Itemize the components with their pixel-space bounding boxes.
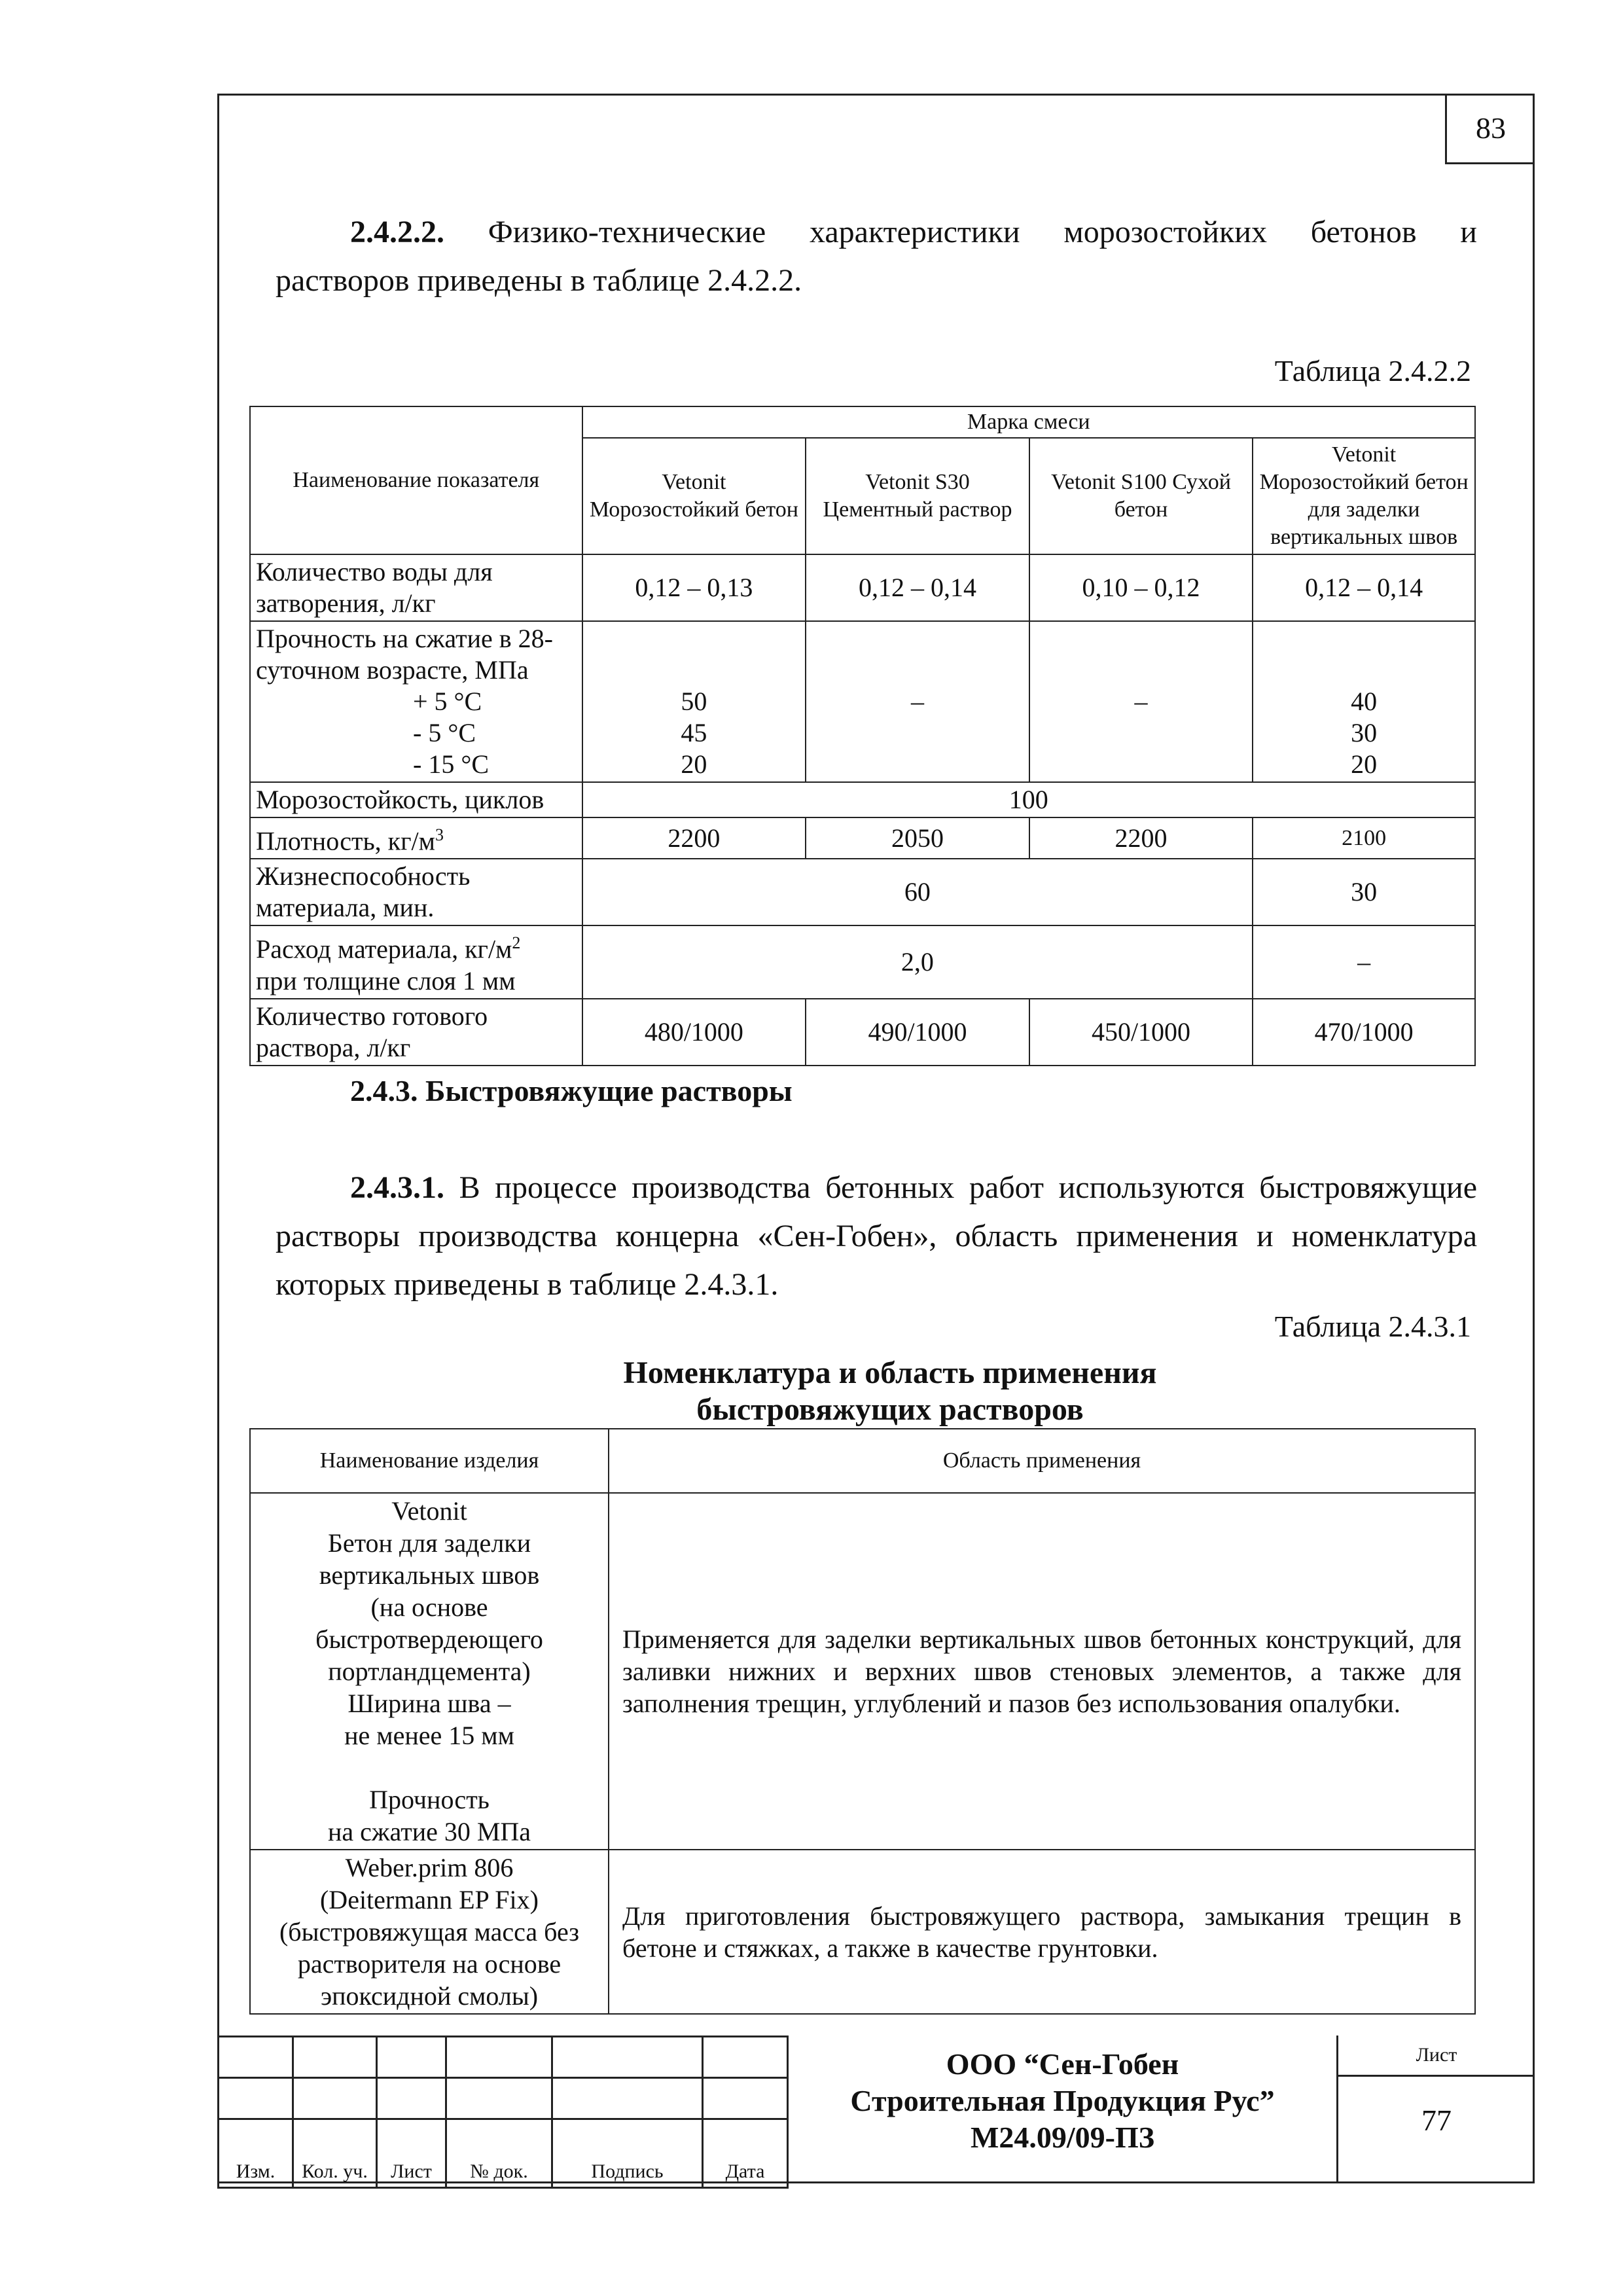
product-line: Ширина шва –: [348, 1689, 511, 1718]
sheet-box: [1336, 2036, 1535, 2183]
cell-value: 60: [582, 859, 1253, 925]
strength-value: 45: [681, 718, 707, 747]
cell-value: 470/1000: [1253, 999, 1475, 1066]
product-line: (на основе: [370, 1592, 488, 1622]
consumption-label-line2: при толщине слоя 1 мм: [256, 965, 516, 996]
temp-minus5: - 5 °С: [413, 718, 476, 747]
product-line: (Deitermann EP Fix): [319, 1885, 539, 1914]
cell-value: 490/1000: [806, 999, 1029, 1066]
table2-title-line2: быстровяжущих растворов: [696, 1392, 1084, 1427]
nomenclature-table: [249, 1428, 1476, 2015]
product-line: Бетон для заделки: [327, 1528, 531, 1558]
table1-caption: Таблица 2.4.2.2: [1274, 354, 1471, 387]
density-label: Плотность, кг/м: [256, 826, 435, 856]
strength-value: 50: [681, 687, 707, 716]
stamp-label-change: Изм.: [219, 2119, 293, 2188]
page-number: 83: [1445, 94, 1535, 164]
product-line: эпоксидной смолы): [320, 1981, 539, 2011]
cell-value: 2100: [1253, 817, 1475, 859]
table-row: [250, 859, 1475, 925]
temp-plus5: + 5 °С: [413, 687, 482, 716]
section-2422-number: 2.4.2.2.: [350, 215, 444, 249]
cell-value: 2,0: [582, 925, 1253, 998]
temp-minus15: - 15 °С: [413, 749, 489, 779]
cell-value: [582, 621, 806, 782]
header-mix-brand: Марка смеси: [582, 406, 1475, 438]
product-cell: [250, 1493, 609, 1850]
stamp-label-sheet: Лист: [377, 2119, 446, 2188]
table-row: [250, 1493, 1475, 1850]
stamp-label-signature: Подпись: [552, 2119, 703, 2188]
cell-value: [1253, 621, 1475, 782]
stamp-label-date: Дата: [703, 2119, 788, 2188]
table2-caption: Таблица 2.4.3.1: [1274, 1310, 1471, 1343]
table-row: [250, 782, 1475, 817]
section-2422-paragraph: [276, 208, 1477, 305]
row-name: Морозостойкость, циклов: [250, 782, 582, 817]
product-line: [256, 1751, 603, 1784]
application-cell: Для приготовления быстровяжущего раствора, замыкания трещин в бетоне и стяжках, а также в качестве грунтовки.: [609, 1850, 1475, 2014]
strength-value: 30: [1351, 718, 1378, 747]
title-block: [217, 2036, 1535, 2183]
product-line: не менее 15 мм: [344, 1721, 514, 1750]
header-col-vetonit-frost: Vetonit Морозостойкий бетон: [582, 438, 806, 554]
cell-value: 0,12 – 0,14: [1253, 554, 1475, 621]
header-col-vetonit-s100: Vetonit S100 Сухой бетон: [1029, 438, 1253, 554]
table-row: [250, 554, 1475, 621]
cell-value: 0,12 – 0,14: [806, 554, 1029, 621]
cell-value: 2200: [1029, 817, 1253, 859]
product-line: (быстровяжущая масса без: [279, 1917, 580, 1946]
properties-table: [249, 406, 1476, 1066]
strength-value: 20: [1351, 749, 1378, 779]
product-line: на сжатие 30 МПа: [327, 1817, 531, 1846]
document-code: М24.09/09-ПЗ: [970, 2121, 1155, 2154]
table-row: [250, 925, 1475, 998]
product-line: Прочность: [369, 1785, 490, 1814]
strength-value: 40: [1351, 687, 1378, 716]
table-row: [250, 817, 1475, 859]
product-line: вертикальных швов: [319, 1560, 540, 1590]
header-application: Область применения: [609, 1429, 1475, 1493]
density-unit-exponent: 3: [435, 825, 444, 844]
product-line: Vetonit: [391, 1496, 467, 1526]
section-2422-text-line2: растворов приведены в таблице 2.4.2.2.: [276, 263, 802, 298]
strength-value: 20: [681, 749, 707, 779]
revision-grid: [217, 2036, 789, 2189]
cell-value: 2050: [806, 817, 1029, 859]
company-name-line1: ООО “Сен-Гобен: [946, 2047, 1179, 2081]
cell-value: 0,10 – 0,12: [1029, 554, 1253, 621]
row-name: [250, 925, 582, 998]
product-line: Weber.prim 806: [345, 1853, 514, 1882]
section-243-heading: 2.4.3. Быстровяжущие растворы: [350, 1074, 793, 1107]
product-line: портландцемента): [328, 1657, 531, 1686]
cell-value: 2200: [582, 817, 806, 859]
company-name-line2: Строительная Продукция Рус”: [850, 2084, 1275, 2117]
row-name: [250, 817, 582, 859]
section-2431-number: 2.4.3.1.: [350, 1170, 444, 1205]
consumption-unit-exponent: 2: [512, 933, 521, 953]
cell-value: –: [1029, 621, 1253, 782]
table2-title: [249, 1355, 1531, 1428]
header-col-vetonit-frost-joints: Vetonit Морозостойкий бетон для заделки вертикальных швов: [1253, 438, 1475, 554]
product-line: растворителя на основе: [297, 1949, 562, 1979]
company-block: [787, 2036, 1336, 2183]
table-row: [250, 999, 1475, 1066]
row-name: Количество готового раствора, л/кг: [250, 999, 582, 1066]
section-2431-paragraph: [276, 1164, 1477, 1309]
row-name: Жизнеспособность материала, мин.: [250, 859, 582, 925]
header-col-vetonit-s30: Vetonit S30 Цементный раствор: [806, 438, 1029, 554]
sheet-label: Лист: [1338, 2036, 1535, 2077]
product-cell: [250, 1850, 609, 2014]
header-product-name: Наименование изделия: [250, 1429, 609, 1493]
row-name: Количество воды для затворения, л/кг: [250, 554, 582, 621]
cell-value: 0,12 – 0,13: [582, 554, 806, 621]
cell-value: 450/1000: [1029, 999, 1253, 1066]
cell-value: 480/1000: [582, 999, 806, 1066]
stamp-label-count: Кол. уч.: [293, 2119, 377, 2188]
row-name: [250, 621, 582, 782]
product-line: быстротвердеющего: [315, 1624, 543, 1654]
table-row: [250, 621, 1475, 782]
cell-value: –: [1253, 925, 1475, 998]
strength-label: Прочность на сжатие в 28-суточном возрасте, МПа: [256, 624, 553, 685]
header-indicator-name: Наименование показателя: [250, 406, 582, 554]
cell-value: 30: [1253, 859, 1475, 925]
cell-value: 100: [582, 782, 1475, 817]
application-cell: Применяется для заделки вертикальных швов бетонных конструкций, для заливки нижних и верхних швов стеновых элементов, а также для заполнения трещин, углублений и пазов без использования опалубки.: [609, 1493, 1475, 1850]
sheet-number: 77: [1421, 2104, 1452, 2137]
section-2422-text: Физико-технические характеристики морозостойких бетонов и: [488, 215, 1477, 249]
section-2431-text: В процессе производства бетонных работ используются быстровяжущие растворы производства концерна «Сен-Гобен», область применения и номенклатура которых приведены в таблице 2.4.3.1.: [276, 1170, 1477, 1302]
table-row: [250, 1850, 1475, 2014]
cell-value: –: [806, 621, 1029, 782]
stamp-label-doc-number: № док.: [446, 2119, 552, 2188]
table2-title-line1: Номенклатура и область применения: [623, 1355, 1157, 1390]
consumption-label: Расход материала, кг/м: [256, 934, 512, 964]
